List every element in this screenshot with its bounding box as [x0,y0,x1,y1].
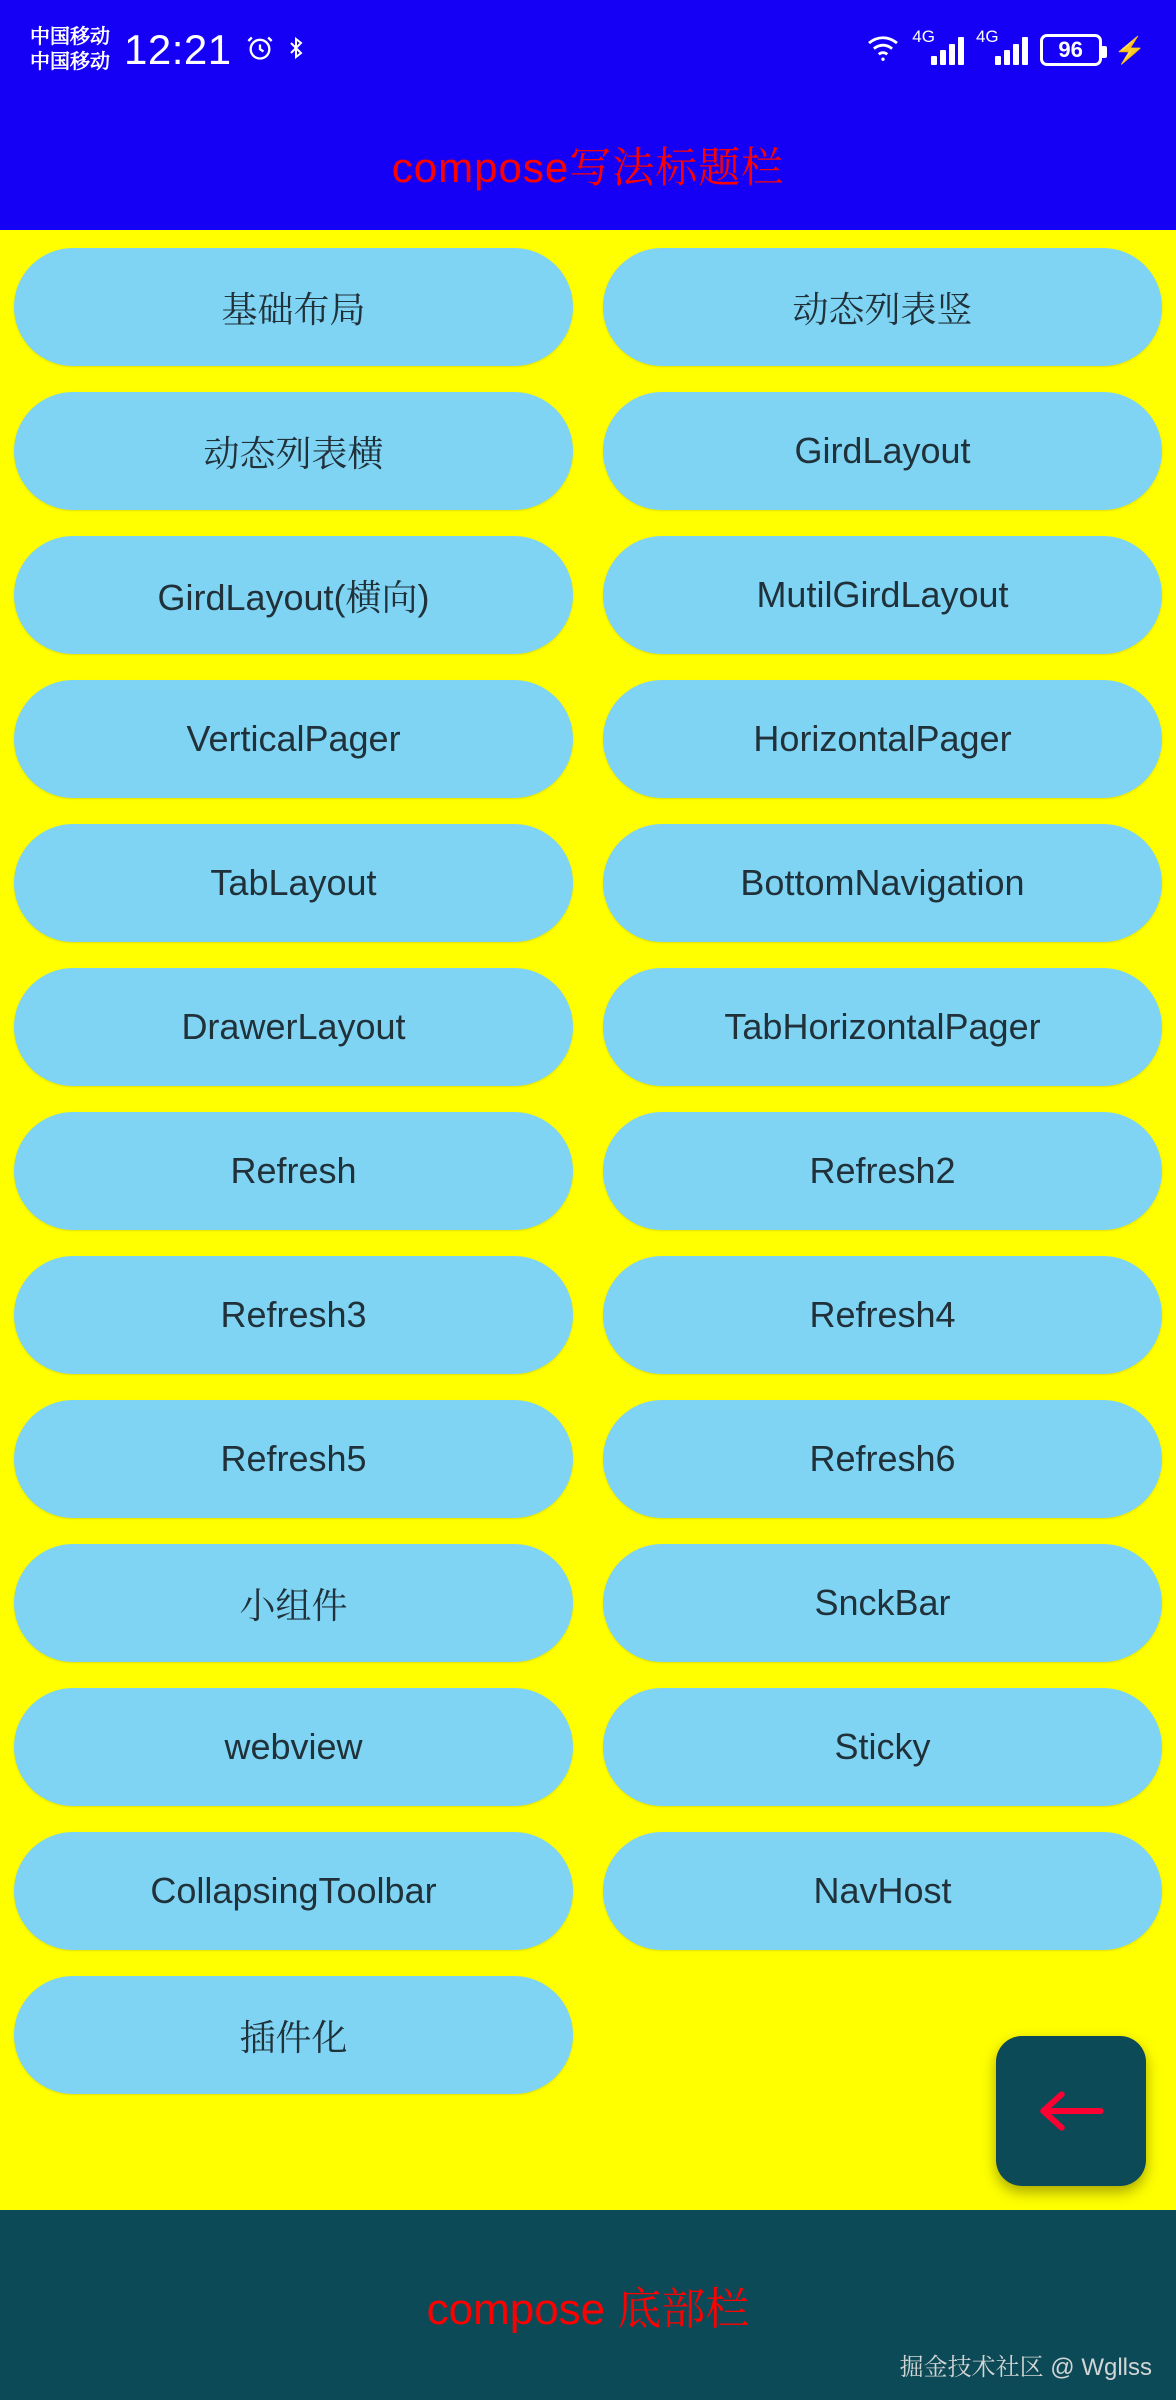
grid-button[interactable]: CollapsingToolbar [14,1832,573,1950]
status-bar-icons-left [246,34,308,67]
watermark-label: 掘金技术社区 @ Wgllss [899,2354,1152,2381]
network-type-label-2: 4G [975,27,999,46]
carrier-label-1: 中国移动 [30,26,110,48]
bluetooth-icon [284,34,308,67]
alarm-icon [246,34,274,67]
grid-button[interactable]: webview [14,1688,573,1806]
status-bar [0,0,1176,100]
signal-bars-icon-2 [995,35,1028,65]
grid-button[interactable]: Refresh6 [603,1400,1162,1518]
button-grid [14,248,1162,2094]
grid-button[interactable]: MutilGirdLayout [603,536,1162,654]
back-fab-button[interactable] [996,2036,1146,2186]
grid-button[interactable]: GirdLayout(横向) [14,536,573,654]
grid-button[interactable]: HorizontalPager [603,680,1162,798]
grid-button[interactable]: BottomNavigation [603,824,1162,942]
bottom-bar [0,2210,1176,2400]
grid-button[interactable]: VerticalPager [14,680,573,798]
signal-bars-icon-1 [931,35,964,65]
carrier-label-2: 中国移动 [30,51,110,73]
grid-button[interactable]: Refresh5 [14,1400,573,1518]
wifi-icon [866,34,900,67]
grid-button[interactable]: NavHost [603,1832,1162,1950]
grid-button[interactable]: TabHorizontalPager [603,968,1162,1086]
arrow-left-icon [1034,2083,1108,2139]
status-clock: 12:21 [124,26,232,73]
grid-button[interactable]: 基础布局 [14,248,573,366]
grid-button[interactable]: 小组件 [14,1544,573,1662]
battery-indicator [1040,34,1102,66]
grid-button[interactable]: 动态列表竖 [603,248,1162,366]
grid-button[interactable]: Refresh [14,1112,573,1230]
title-bar [0,100,1176,230]
grid-button[interactable]: 动态列表横 [14,392,573,510]
charging-bolt-icon: ⚡ [1113,34,1146,65]
main-content [0,230,1176,2210]
status-bar-right [866,27,1146,67]
grid-button[interactable]: GirdLayout [603,392,1162,510]
grid-button[interactable]: DrawerLayout [14,968,573,1086]
grid-button[interactable]: TabLayout [14,824,573,942]
page-title: compose写法标题栏 [391,144,785,191]
grid-button[interactable]: Sticky [603,1688,1162,1806]
carrier-labels [30,25,110,75]
grid-button[interactable]: Refresh3 [14,1256,573,1374]
grid-button[interactable]: Refresh4 [603,1256,1162,1374]
grid-button[interactable]: Refresh2 [603,1112,1162,1230]
status-bar-left [30,25,308,75]
grid-button[interactable]: SnckBar [603,1544,1162,1662]
grid-button[interactable]: 插件化 [14,1976,573,2094]
network-indicator-1 [912,27,964,65]
bottom-bar-label: compose 底部栏 [426,2285,750,2334]
battery-percent-label: 96 [1058,37,1083,62]
network-type-label-1: 4G [912,27,935,46]
network-indicator-2 [975,27,1028,65]
